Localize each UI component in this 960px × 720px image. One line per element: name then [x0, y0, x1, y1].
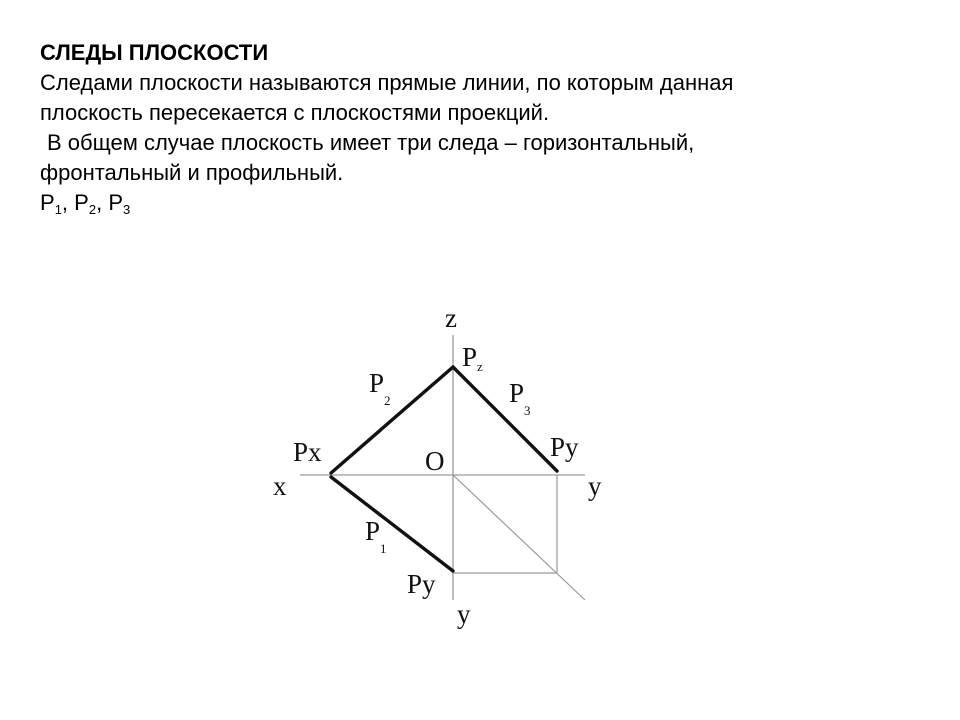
point-px-label: Px [293, 437, 322, 467]
construction-lines [453, 475, 585, 600]
diagonal-construction-line [453, 475, 585, 600]
definition-line-2: плоскость пересекается с плоскостями проекций. [40, 100, 550, 125]
trace-p2-letter: P [369, 368, 385, 398]
trace-p3-sub: 3 [524, 403, 531, 418]
point-py-right-label: Py [550, 432, 579, 462]
trace-p1-sub: 1 [380, 541, 387, 556]
axis-x-label: x [273, 471, 287, 501]
trace-separator-2: , [96, 190, 109, 215]
general-case-line-1: В общем случае плоскость имеет три следа – горизонтальный, [47, 130, 695, 155]
axis-z-label: z [445, 303, 457, 333]
trace-letter-3: P [108, 190, 123, 215]
trace-sub-3: 3 [123, 202, 131, 217]
trace-separator-1: , [61, 190, 75, 215]
axis-y-bottom-label: y [457, 599, 471, 629]
trace-p3-line [453, 367, 557, 471]
trace-sub-2: 2 [88, 202, 97, 217]
slide-title: СЛЕДЫ ПЛОСКОСТИ [40, 40, 269, 65]
trace-p1-letter: P [365, 516, 381, 546]
point-pz-label [462, 342, 483, 374]
trace-letter-2: P [74, 190, 89, 215]
trace-sub-1: 1 [54, 202, 62, 217]
axis-y-right-label: y [588, 471, 602, 501]
point-pz-letter: P [462, 342, 478, 372]
trace-p1-line [331, 477, 453, 571]
point-py-bottom-label: Py [407, 569, 436, 599]
trace-p3-label [509, 378, 531, 418]
traces-list [40, 188, 920, 218]
plane-traces-diagram [255, 295, 655, 645]
definition-line-1: Следами плоскости называются прямые линии, по которым данная [40, 70, 734, 95]
origin-label: O [425, 446, 445, 476]
general-case-line-2: фронтальный и профильный. [40, 160, 344, 185]
point-pz-sub: z [477, 359, 483, 374]
trace-p1-label [365, 516, 387, 556]
trace-p3-letter: P [509, 378, 525, 408]
trace-p2-label [369, 368, 391, 408]
trace-p2-sub: 2 [384, 393, 391, 408]
slide-text [40, 38, 920, 218]
trace-letter-1: P [40, 190, 55, 215]
